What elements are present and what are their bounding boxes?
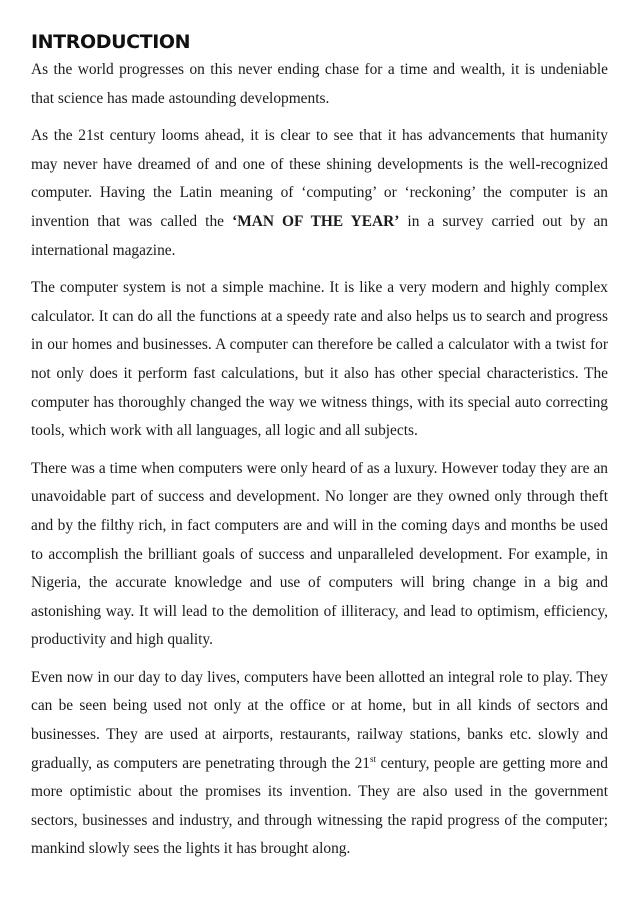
man-of-the-year-emphasis: ‘MAN OF THE YEAR’ (232, 212, 400, 230)
paragraph-5-text-b: century, people are getting more and more optimistic about the promises its invention. They are also used in the government sectors, businesses and industry, and through witnessing the rapid progress of the computer; mankind slowly sees the lights it has brought along. (31, 754, 608, 858)
section-heading: INTRODUCTION (31, 31, 191, 53)
paragraph-5-text-a: Even now in our day to day lives, computers have been allotted an integral role to play. They can be seen being used not only at the office or at home, but in all kinds of sectors and businesses. They are used at airports, restaurants, railway stations, banks etc. slowly and gradually, as computers are penetrating through the 21 (31, 668, 608, 772)
paragraph-3: The computer system is not a simple machine. It is like a very modern and highly complex calculator. It can do all the functions at a speedy rate and also helps us to search and progress in our homes and businesses. A computer can therefore be called a calculator with a twist for not only does it perform fast calculations, but it also has other special characteristics. The computer has thoroughly changed the way we witness things, with its special auto correcting tools, which work with all languages, all logic and all subjects. (31, 279, 608, 440)
paragraph-2-text-a: As the 21st century looms ahead, it is clear to see that it has advancements that humanity may never have dreamed of and one of these shining developments is the well-recognized computer. Having the Latin meaning of ‘computing’ or ‘reckoning’ the computer is an invention that was called the (31, 127, 608, 230)
ordinal-superscript: st (370, 753, 377, 764)
paragraph-2 (31, 122, 608, 265)
paragraph-2-text-b: in a survey carried out by an international magazine. (31, 212, 608, 259)
document-page (31, 31, 608, 873)
paragraph-1: As the world progresses on this never ending chase for a time and wealth, it is undeniable that science has made astounding developments. (31, 61, 608, 107)
paragraph-5 (31, 664, 608, 864)
paragraph-4: There was a time when computers were only heard of as a luxury. However today they are an unavoidable part of success and development. No longer are they owned only through theft and by the filthy rich, in fact computers are and will in the coming days and months be used to accomplish the brilliant goals of success and unparalleled development. For example, in Nigeria, the accurate knowledge and use of computers will bring change in a big and astonishing way. It will lead to the demolition of illiteracy, and lead to optimism, efficiency, productivity and high quality. (31, 459, 608, 649)
